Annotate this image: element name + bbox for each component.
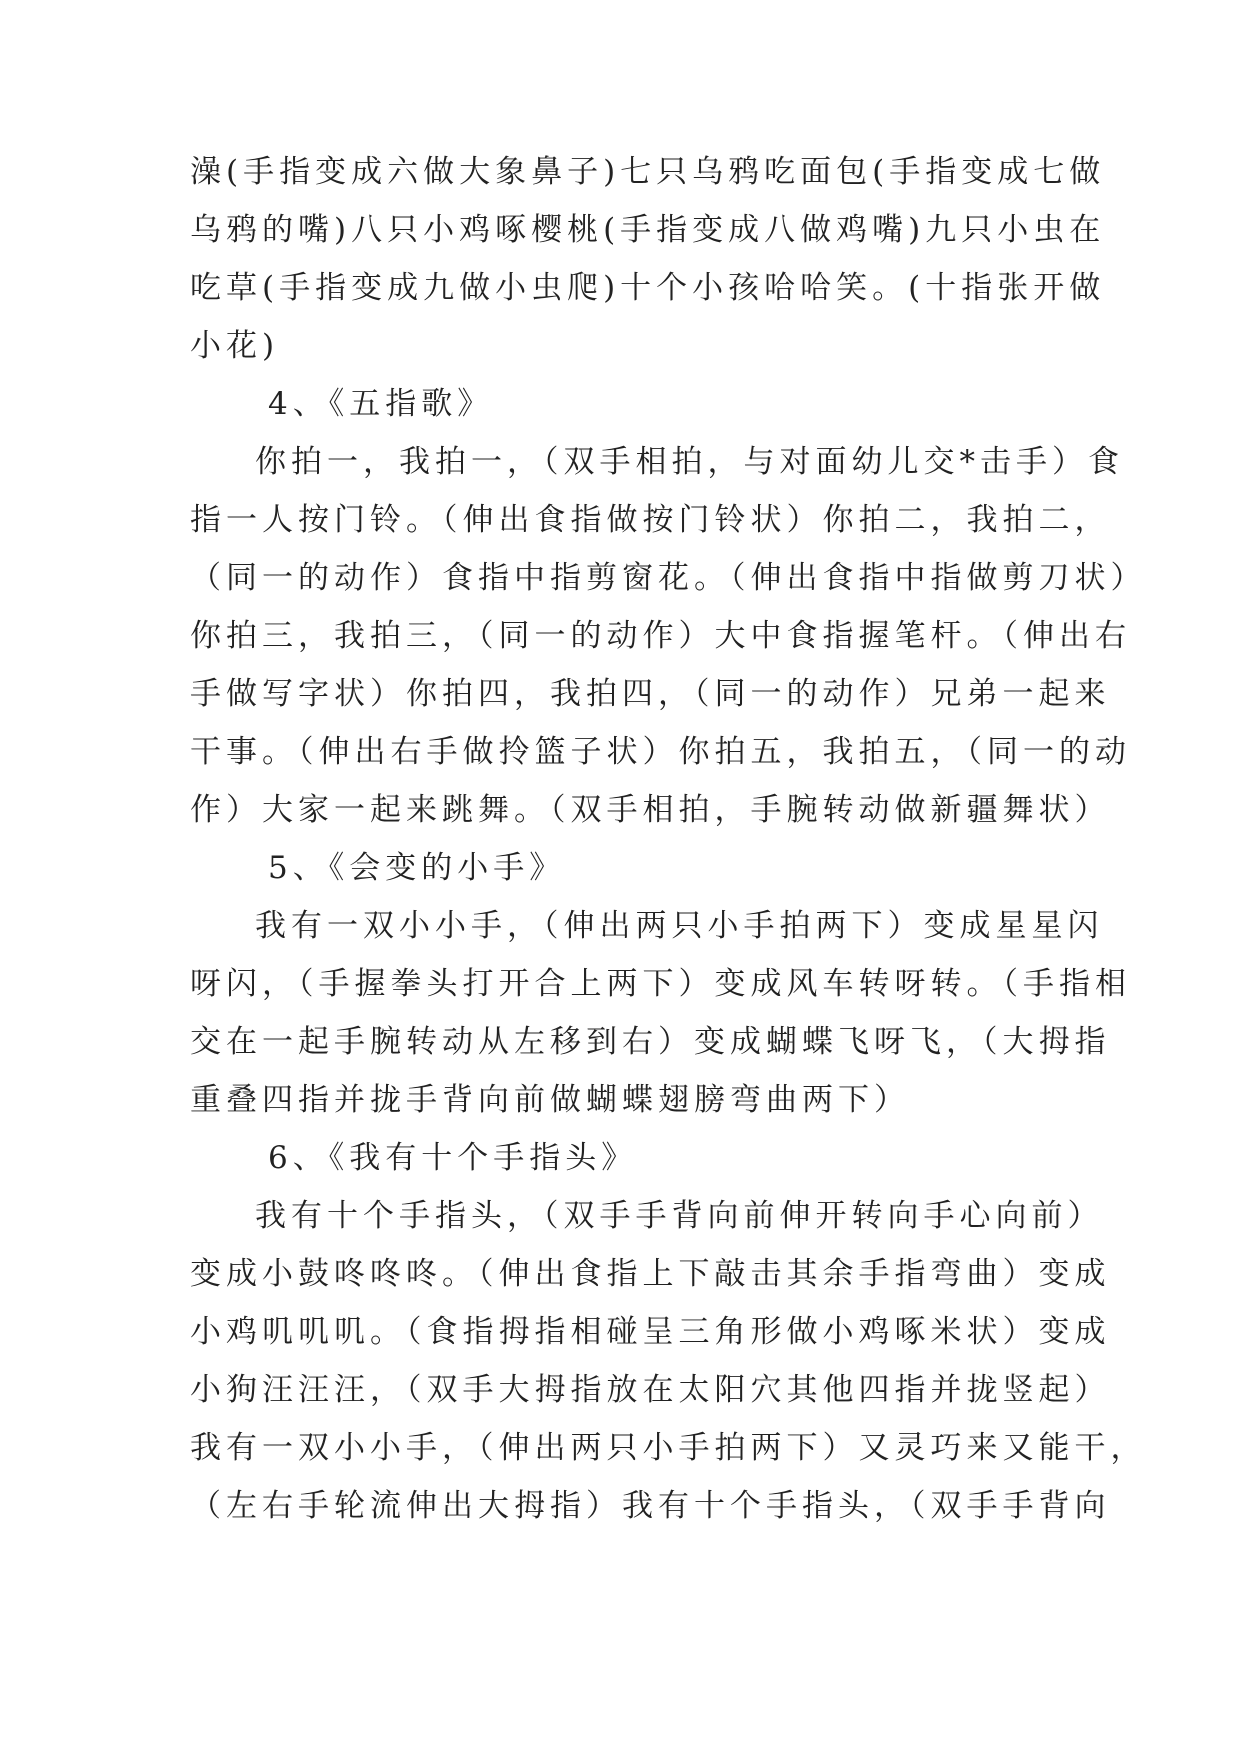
text-line: 澡(手指变成六做大象鼻子)七只乌鸦吃面包(手指变成七做 — [190, 154, 1106, 190]
text-line: 变成小鼓咚咚咚。（伸出食指上下敲击其余手指弯曲）变成 — [190, 1256, 1111, 1292]
text-line: 我有一双小小手，（伸出两只小手拍两下）变成星星闪 — [255, 908, 1104, 944]
text-line: 我有十个手指头，（双手手背向前伸开转向手心向前） — [255, 1198, 1104, 1234]
text-line: 乌鸦的嘴)八只小鸡啄樱桃(手指变成八做鸡嘴)九只小虫在 — [190, 212, 1106, 248]
text-line: 手做写字状）你拍四，我拍四，（同一的动作）兄弟一起来 — [190, 676, 1111, 712]
text-line: 指一人按门铃。（伸出食指做按门铃状）你拍二，我拍二， — [190, 502, 1111, 538]
text-line: 呀闪，（手握拳头打开合上两下）变成风车转呀转。（手指相 — [190, 966, 1131, 1002]
text-line: 小狗汪汪汪，（双手大拇指放在太阳穴其他四指并拢竖起） — [190, 1372, 1111, 1408]
text-line: 小花) — [190, 328, 280, 364]
text-line: 干事。（伸出右手做拎篮子状）你拍五，我拍五，（同一的动 — [190, 734, 1131, 770]
text-line: 你拍一，我拍一，（双手相拍，与对面幼儿交*击手）食 — [255, 444, 1124, 480]
section-heading: 4、《五指歌》 — [268, 386, 494, 422]
text-line: 作）大家一起来跳舞。（双手相拍，手腕转动做新疆舞状） — [190, 792, 1111, 828]
text-line: （左右手轮流伸出大拇指）我有十个手指头，（双手手背向 — [190, 1488, 1111, 1524]
text-line: 小鸡叽叽叽。（食指拇指相碰呈三角形做小鸡啄米状）变成 — [190, 1314, 1111, 1350]
text-line: 吃草(手指变成九做小虫爬)十个小孩哈哈笑。(十指张开做 — [190, 270, 1106, 306]
text-line: 交在一起手腕转动从左移到右）变成蝴蝶飞呀飞，（大拇指 — [190, 1024, 1111, 1060]
section-heading: 5、《会变的小手》 — [268, 850, 566, 886]
text-line: 你拍三，我拍三，（同一的动作）大中食指握笔杆。（伸出右 — [190, 618, 1131, 654]
text-line: 我有一双小小手，（伸出两只小手拍两下）又灵巧来又能干， — [190, 1430, 1147, 1466]
section-heading: 6、《我有十个手指头》 — [268, 1140, 638, 1176]
text-line: 重叠四指并拢手背向前做蝴蝶翅膀弯曲两下） — [190, 1082, 910, 1118]
text-line: （同一的动作）食指中指剪窗花。（伸出食指中指做剪刀状） — [190, 560, 1147, 596]
